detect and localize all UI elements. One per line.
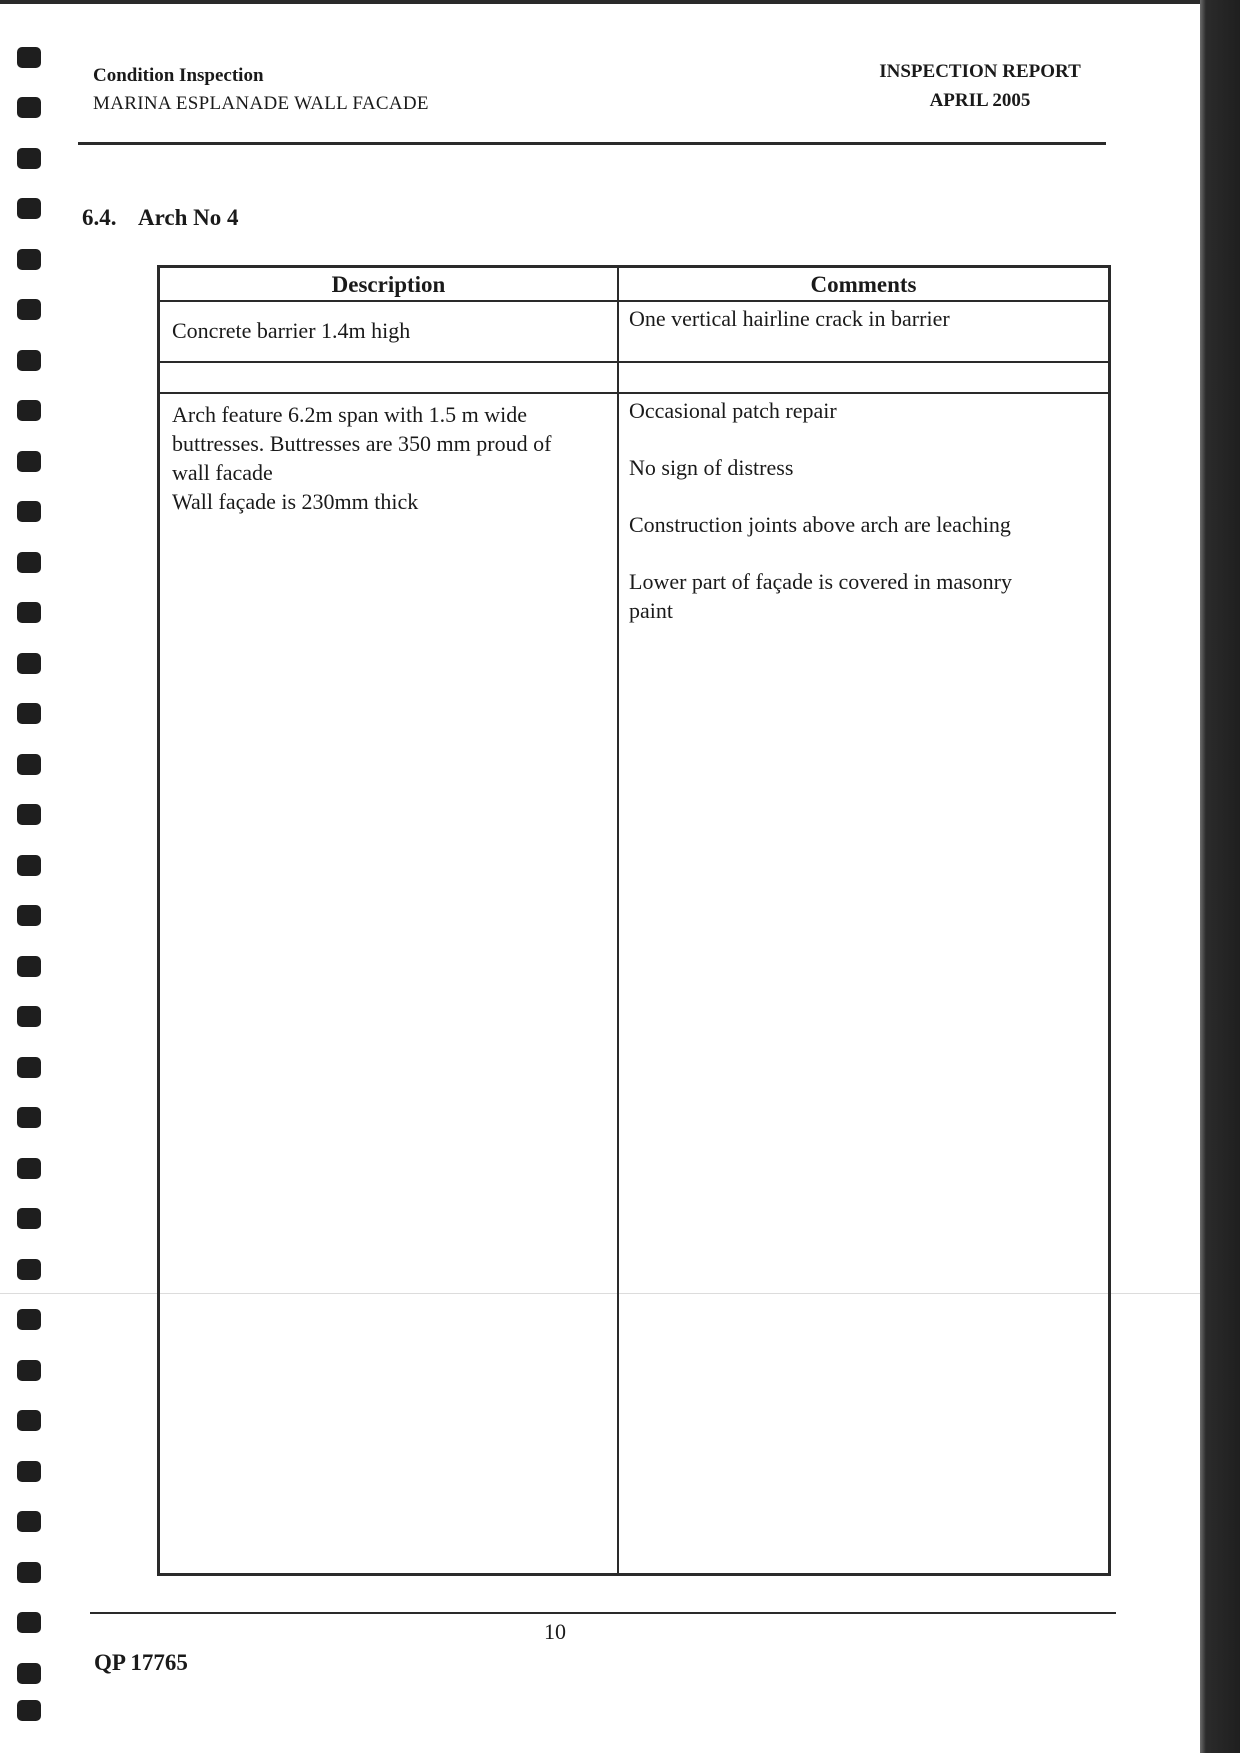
header-left — [93, 62, 429, 118]
binding-hole — [17, 703, 41, 724]
binding-hole — [17, 97, 41, 118]
binding-hole — [17, 47, 41, 68]
cell-text: paint — [629, 598, 673, 623]
binding-hole — [17, 653, 41, 674]
cell-text: Wall façade is 230mm thick — [172, 489, 419, 514]
binding-hole — [17, 1410, 41, 1431]
binding-hole — [17, 1208, 41, 1229]
binding-hole — [17, 956, 41, 977]
binding-hole — [17, 855, 41, 876]
cell-text: No sign of distress — [629, 455, 794, 480]
cell-text: One vertical hairline crack in barrier — [629, 306, 950, 331]
binding-hole — [17, 1057, 41, 1078]
header-row-rule — [160, 300, 1108, 302]
inspection-table — [157, 265, 1111, 1576]
column-header-description: Description — [331, 272, 446, 297]
header-report-date: APRIL 2005 — [929, 90, 1031, 111]
page-top-edge — [0, 0, 1200, 4]
binding-hole — [17, 198, 41, 219]
row-rule — [160, 392, 1108, 394]
binding-hole — [17, 1511, 41, 1532]
section-number: 6.4. — [82, 205, 117, 230]
cell-text: Occasional patch repair — [629, 398, 837, 423]
binding-hole — [17, 804, 41, 825]
cell-text: buttresses. Buttresses are 350 mm proud of — [172, 431, 552, 456]
column-header-comments: Comments — [810, 272, 917, 297]
column-divider — [617, 268, 619, 1573]
binding-hole — [17, 1360, 41, 1381]
table-cell-comments — [629, 304, 1099, 333]
section-title: Arch No 4 — [138, 205, 239, 230]
binding-hole — [17, 1461, 41, 1482]
footer-rule — [90, 1612, 1116, 1614]
binding-hole — [17, 350, 41, 371]
binding-hole — [17, 552, 41, 573]
header-subtitle: Condition Inspection — [93, 65, 264, 86]
binding-hole — [17, 249, 41, 270]
binding-hole — [17, 602, 41, 623]
binding-hole — [17, 1309, 41, 1330]
cell-text: Construction joints above arch are leaching — [629, 512, 1011, 537]
binding-hole — [17, 299, 41, 320]
cell-text: wall facade — [172, 460, 273, 485]
binding-hole — [17, 1259, 41, 1280]
binding-hole — [17, 1107, 41, 1128]
binding-hole — [17, 1158, 41, 1179]
header-rule — [78, 142, 1106, 145]
binding-hole — [17, 148, 41, 169]
binding-hole — [17, 905, 41, 926]
header-project-title: MARINA ESPLANADE WALL FACADE — [93, 93, 429, 114]
scan-dark-edge — [1200, 0, 1240, 1753]
binding-hole — [17, 400, 41, 421]
binding-hole — [17, 1006, 41, 1027]
header-right — [870, 57, 1090, 115]
binding-hole — [17, 1562, 41, 1583]
table-cell-description — [172, 400, 612, 516]
document-reference: QP 17765 — [94, 1650, 188, 1675]
binding-hole — [17, 451, 41, 472]
binding-hole — [17, 501, 41, 522]
binding-hole — [17, 1612, 41, 1633]
page-number: 10 — [544, 1619, 566, 1644]
binding-hole — [17, 1663, 41, 1684]
row-rule — [160, 361, 1108, 363]
table-cell-description — [172, 316, 607, 345]
binding-hole — [17, 754, 41, 775]
section-heading — [82, 205, 239, 231]
cell-text: Concrete barrier 1.4m high — [172, 318, 411, 343]
header-report-type: INSPECTION REPORT — [879, 61, 1081, 82]
binding-hole — [17, 1700, 41, 1721]
cell-text: Arch feature 6.2m span with 1.5 m wide — [172, 402, 527, 427]
binding-holes — [17, 0, 43, 1753]
cell-text: Lower part of façade is covered in masonry — [629, 569, 1013, 594]
table-cell-comments — [629, 396, 1099, 625]
